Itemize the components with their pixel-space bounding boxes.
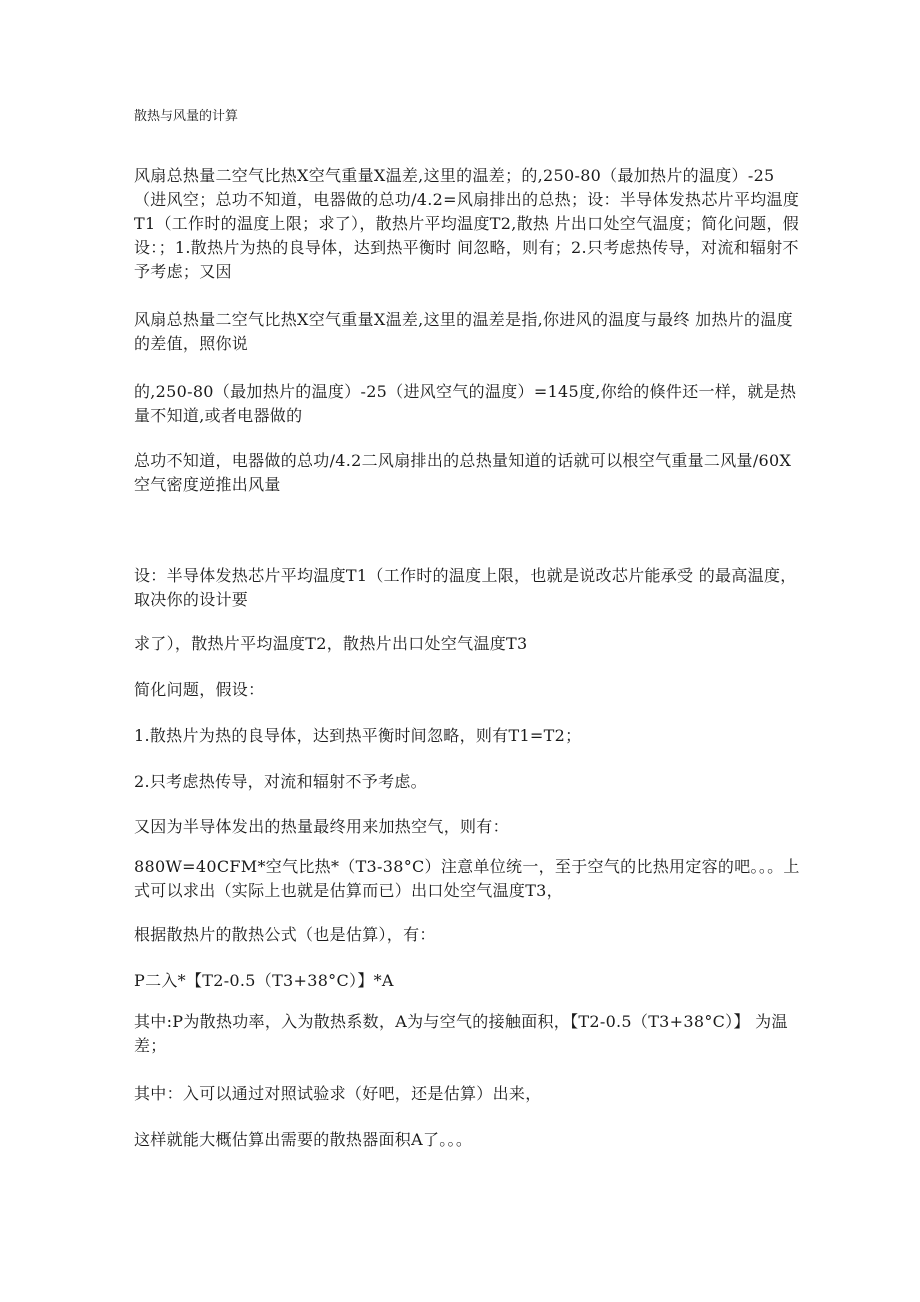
paragraph-1: 风扇总热量二空气比热X空气重量X温差,这里的温差；的,250-80（最加热片的温度）-25（进风空；总功不知道，电器做的总功/4.2=风扇排出的总热；设：半导体发热芯片平均温度T1（工作时的温度上限；求了），散热片平均温度T2,散热 片出口处空气温度；简化问题，假设：；1.散热片为热的良导体，达到热平衡时 间忽略，则有；2.只考虑热传导，对流和辐射不予考虑；又因 <box>134 166 800 281</box>
paragraph-5: 设：半导体发热芯片平均温度T1（工作时的温度上限，也就是说改芯片能承受 的最高温度，取决你的设计要 <box>134 566 797 609</box>
paragraph-3: 的,250-80（最加热片的温度）-25（进风空气的温度）=145度,你给的倏件还一样，就是热量不知道,或者电器做的 <box>134 382 797 425</box>
paragraph-15: 其中：入可以通过对照试验求（好吧，还是估算）出来， <box>134 1084 542 1103</box>
paragraph-4: 总功不知道，电器做的总功/4.2二风扇排出的总热量知道的话就可以根空气重量二风量/60X空气密度逆推出风量 <box>134 451 792 494</box>
paragraph-16: 这样就能大概估算出需要的散热器面积A了。。。 <box>134 1130 473 1149</box>
paragraph-7: 简化问题，假设： <box>134 680 265 699</box>
paragraph-2: 风扇总热量二空气比热X空气重量X温差,这里的温差是指,你进风的温度与最终 加热片的温度的差值，照你说 <box>134 310 793 353</box>
paragraph-11: 880W=40CFM*空气比热*（T3-38°C）注意单位统一，至于空气的比热用定容的吧。。。上式可以求出（实际上也就是估算而已）出口处空气温度T3， <box>134 857 800 900</box>
paragraph-6: 求了），散热片平均温度T2，散热片出口处空气温度T3 <box>134 634 528 653</box>
formula-line: P二入*【T2-0.5（T3+38°C）】*A <box>134 971 394 990</box>
paragraph-14: 其中:P为散热功率，入为散热系数，A为与空气的接触面积，【T2-0.5（T3+38°C）】 为温差； <box>134 1012 788 1055</box>
paragraph-8: 1.散热片为热的良导体，达到热平衡时间忽略，则有T1=T2； <box>134 726 582 745</box>
paragraph-12: 根据散热片的散热公式（也是估算），有： <box>134 925 436 944</box>
document-title: 散热与风量的计算 <box>134 109 239 124</box>
paragraph-10: 又因为半导体发出的热量最终用来加热空气，则有： <box>134 817 509 836</box>
paragraph-9: 2.只考虑热传导，对流和辐射不予考虑。 <box>134 772 427 791</box>
